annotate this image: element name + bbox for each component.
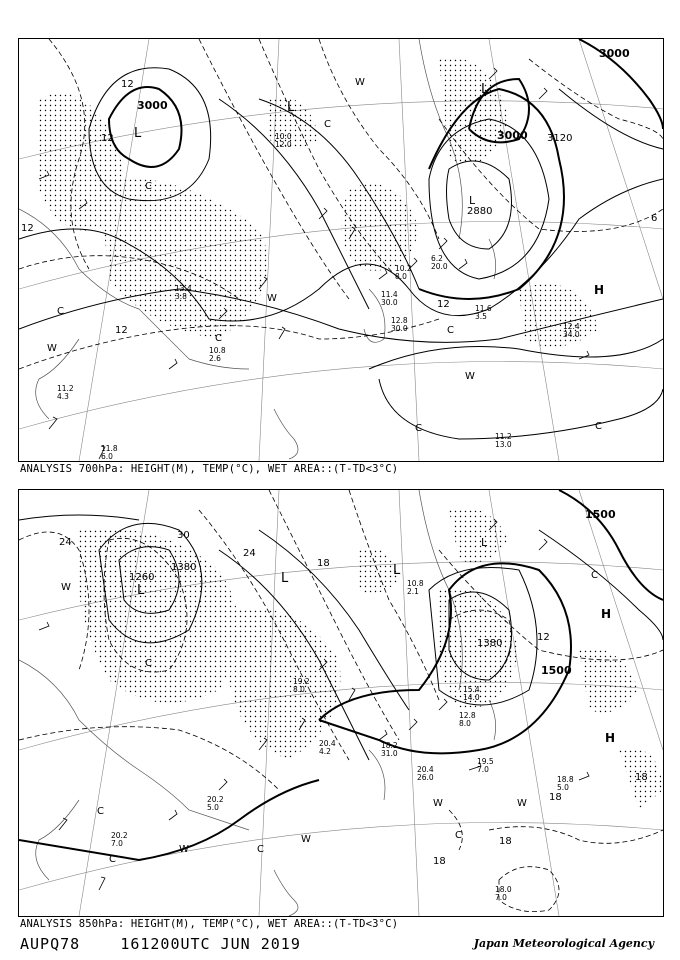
station-value: 20.2	[207, 795, 224, 804]
station-value: 11.2	[495, 432, 512, 441]
temp-label: 18	[317, 558, 330, 569]
cold-mark: C	[215, 333, 222, 344]
temp-label: 6	[651, 213, 658, 224]
station-value: 26.0	[417, 773, 434, 782]
low-mark: L	[287, 100, 295, 115]
caption-850hpa: ANALYSIS 850hPa: HEIGHT(M), TEMP(°C), WET AREA::(T-TD<3°C)	[20, 918, 399, 930]
station-value: 2.6	[209, 354, 221, 363]
station-value: 7.0	[477, 765, 489, 774]
station-value: 11.6	[475, 304, 492, 313]
station-value: 7.0	[111, 839, 123, 848]
warm-mark: W	[47, 343, 57, 354]
warm-mark: W	[301, 834, 311, 845]
cold-mark: C	[109, 854, 116, 865]
caption-700hpa: ANALYSIS 700hPa: HEIGHT(M), TEMP(°C), WET AREA::(T-TD<3°C)	[20, 463, 399, 475]
station-value: 2.1	[407, 587, 419, 596]
station-value: 12.8	[391, 316, 408, 325]
high-mark: H	[601, 607, 612, 621]
height-label: 2880	[467, 206, 493, 217]
low-mark: L	[481, 536, 488, 549]
station-value: 34.0	[563, 330, 580, 339]
chart-700hpa	[18, 38, 664, 462]
station-value: 19.5	[477, 757, 494, 766]
height-label: 3000	[497, 129, 528, 142]
low-mark: L	[281, 571, 289, 586]
temp-label: 12	[21, 223, 34, 234]
temp-label: 12	[437, 299, 450, 310]
station-value: 8.0	[395, 272, 407, 281]
height-label: 3120	[547, 133, 573, 144]
station-value: 4.2	[319, 747, 331, 756]
station-value: 3.5	[475, 312, 487, 321]
height-label: 1500	[585, 508, 616, 521]
cold-mark: C	[145, 658, 152, 669]
warm-mark: W	[465, 371, 475, 382]
cold-mark: C	[447, 325, 454, 336]
station-value: 10.8	[209, 346, 226, 355]
low-mark: L	[137, 583, 145, 598]
cold-mark: C	[97, 806, 104, 817]
cold-mark: C	[455, 830, 462, 841]
cold-mark: C	[57, 306, 64, 317]
station-value: 10.0	[275, 132, 292, 141]
cold-mark: C	[591, 570, 598, 581]
station-value: 8.0	[293, 685, 305, 694]
height-label: 3000	[599, 47, 630, 60]
cold-mark: C	[324, 119, 331, 130]
chart-id-and-datetime	[20, 935, 301, 953]
height-label: 1500	[541, 664, 572, 677]
height-label: 1260	[129, 572, 155, 583]
station-value: 12.0	[275, 140, 292, 149]
station-value: 20.4	[319, 739, 336, 748]
station-value: 13.4	[175, 284, 192, 293]
station-value: 30.0	[391, 324, 408, 333]
temp-label: 12	[121, 79, 134, 90]
temp-label: 12	[537, 632, 550, 643]
station-value: 5.0	[557, 783, 569, 792]
height-label: 1380	[477, 638, 503, 649]
cold-mark: C	[145, 181, 152, 192]
cold-mark: C	[257, 844, 264, 855]
station-value: 18.8	[557, 775, 574, 784]
station-value: 5.0	[207, 803, 219, 812]
temp-label: 18	[549, 792, 562, 803]
height-label: 3000	[137, 99, 168, 112]
warm-mark: W	[355, 77, 365, 88]
cold-mark: C	[415, 423, 422, 434]
station-value: 20.4	[417, 765, 434, 774]
high-mark: H	[605, 731, 616, 745]
station-value: 3.8	[175, 292, 187, 301]
station-value: 30.0	[381, 298, 398, 307]
station-value: 20.0	[431, 262, 448, 271]
map-700hpa	[19, 39, 663, 461]
station-value: 6.2	[431, 254, 443, 263]
station-value: 11.2	[57, 384, 74, 393]
temp-label: 12	[101, 133, 114, 144]
agency-name: Japan Meteorological Agency	[473, 937, 654, 950]
station-value: 20.2	[111, 831, 128, 840]
high-mark: H	[594, 283, 605, 297]
chart-datetime: 161200UTC JUN 2019	[120, 935, 301, 953]
station-value: 10.2	[395, 264, 412, 273]
station-value: 18.2	[381, 741, 398, 750]
chart-code: AUPQ78	[20, 935, 81, 953]
low-mark: L	[134, 126, 142, 141]
station-value: 4.3	[57, 392, 69, 401]
station-value: 13.0	[495, 440, 512, 449]
station-value: 7.0	[495, 893, 507, 902]
low-mark: L	[481, 82, 489, 97]
station-value: 15.4	[463, 685, 480, 694]
low-mark: L	[393, 563, 401, 578]
station-value: 19.2	[293, 677, 310, 686]
station-value: 31.0	[381, 749, 398, 758]
station-value: 14.0	[463, 693, 480, 702]
warm-mark: W	[517, 798, 527, 809]
temp-label: 18	[635, 772, 648, 783]
station-value: 10.8	[407, 579, 424, 588]
station-value: 18.0	[495, 885, 512, 894]
warm-mark: W	[179, 844, 189, 855]
map-850hpa	[19, 490, 663, 916]
station-value: 11.8	[101, 444, 118, 453]
temp-label: 24	[59, 537, 72, 548]
warm-mark: W	[267, 293, 277, 304]
cold-mark: C	[595, 421, 602, 432]
warm-mark: W	[433, 798, 443, 809]
low-mark: L	[469, 194, 476, 207]
temp-label: 30	[177, 530, 190, 541]
station-value: 12.4	[563, 322, 580, 331]
temp-label: 18	[499, 836, 512, 847]
warm-mark: W	[61, 582, 71, 593]
station-value: 11.4	[381, 290, 398, 299]
station-value: 6.0	[101, 452, 113, 461]
wet-areas	[77, 508, 663, 810]
station-value: 8.0	[459, 719, 471, 728]
station-value: 12.8	[459, 711, 476, 720]
height-label: 1380	[171, 562, 197, 573]
temp-label: 12	[115, 325, 128, 336]
chart-850hpa	[18, 489, 664, 917]
temp-label: 24	[243, 548, 256, 559]
temp-label: 18	[433, 856, 446, 867]
